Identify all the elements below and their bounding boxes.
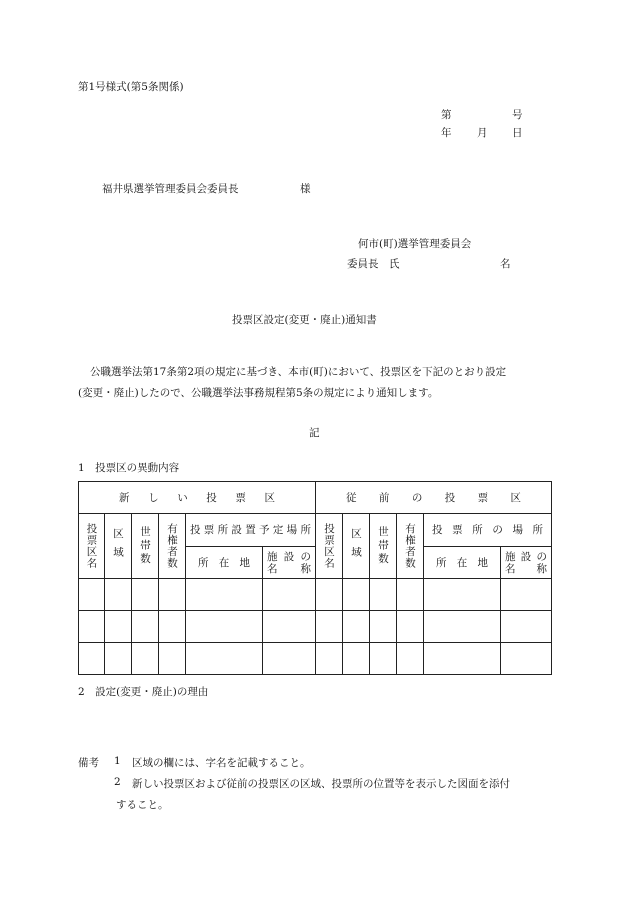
form-label: 第1号様式(第5条関係) <box>78 81 184 93</box>
doc-title: 投票区設定(変更・廃止)通知書 <box>232 314 377 326</box>
remarks-note-2-number: 2 <box>114 776 121 788</box>
remarks-note-2-line-1: 新しい投票区および従前の投票区の区域、投票所の位置等を表示した図面を添付 <box>132 778 510 790</box>
old-col-voters: 有権者数 <box>397 514 424 579</box>
table-row <box>79 611 552 643</box>
new-location-header: 投票所設置予定場所 <box>186 514 316 547</box>
old-district-header: 従 前 の 投 票 区 <box>316 482 552 514</box>
new-col-voters: 有権者数 <box>159 514 186 579</box>
table-row <box>79 643 552 675</box>
addressee-name: 福井県選挙管理委員会委員長 <box>102 183 239 195</box>
new-col-facility-name: 施設の 名 称 <box>263 547 316 579</box>
date-nichi: 日 <box>512 127 523 139</box>
body-line-2: (変更・廃止)したので、公職選挙法事務規程第5条の規定により通知します。 <box>78 387 439 399</box>
old-col-facility-name: 施設の 名 称 <box>501 547 552 579</box>
sender-org: 何市(町)選挙管理委員会 <box>358 238 472 250</box>
old-col-area: 区域 <box>343 514 370 579</box>
doc-number-dai: 第 <box>441 109 452 121</box>
new-col-address: 所 在 地 <box>186 547 263 579</box>
remarks-note-2-line-2: すること。 <box>116 799 169 811</box>
doc-number-go: 号 <box>512 109 523 121</box>
old-col-district-name: 投票区名 <box>316 514 343 579</box>
new-col-area: 区域 <box>105 514 132 579</box>
body-line-1: 公職選挙法第17条第2項の規定に基づき、本市(町)において、投票区を下記のとおり設定 <box>90 366 507 378</box>
district-change-table <box>78 481 552 675</box>
date-gatsu: 月 <box>477 127 488 139</box>
old-location-header: 投票所の場所 <box>424 514 552 547</box>
date-nen: 年 <box>441 127 452 139</box>
section-2-heading: 2 設定(変更・廃止)の理由 <box>78 686 209 698</box>
old-col-households: 世帯数 <box>370 514 397 579</box>
remarks-note-1-number: 1 <box>114 755 121 767</box>
new-col-district-name: 投票区名 <box>79 514 105 579</box>
table-row <box>79 579 552 611</box>
new-district-header: 新 し い 投 票 区 <box>79 482 316 514</box>
ki-heading: 記 <box>309 427 320 439</box>
old-col-address: 所 在 地 <box>424 547 501 579</box>
remarks-note-1: 区域の欄には、字名を記載すること。 <box>132 757 311 769</box>
remarks-label: 備考 <box>78 757 99 769</box>
section-1-heading: 1 投票区の異動内容 <box>78 462 180 474</box>
sender-mei: 名 <box>500 258 511 270</box>
new-col-households: 世帯数 <box>132 514 159 579</box>
sender-title: 委員長 氏 <box>347 258 400 270</box>
addressee-honorific: 様 <box>300 183 311 195</box>
